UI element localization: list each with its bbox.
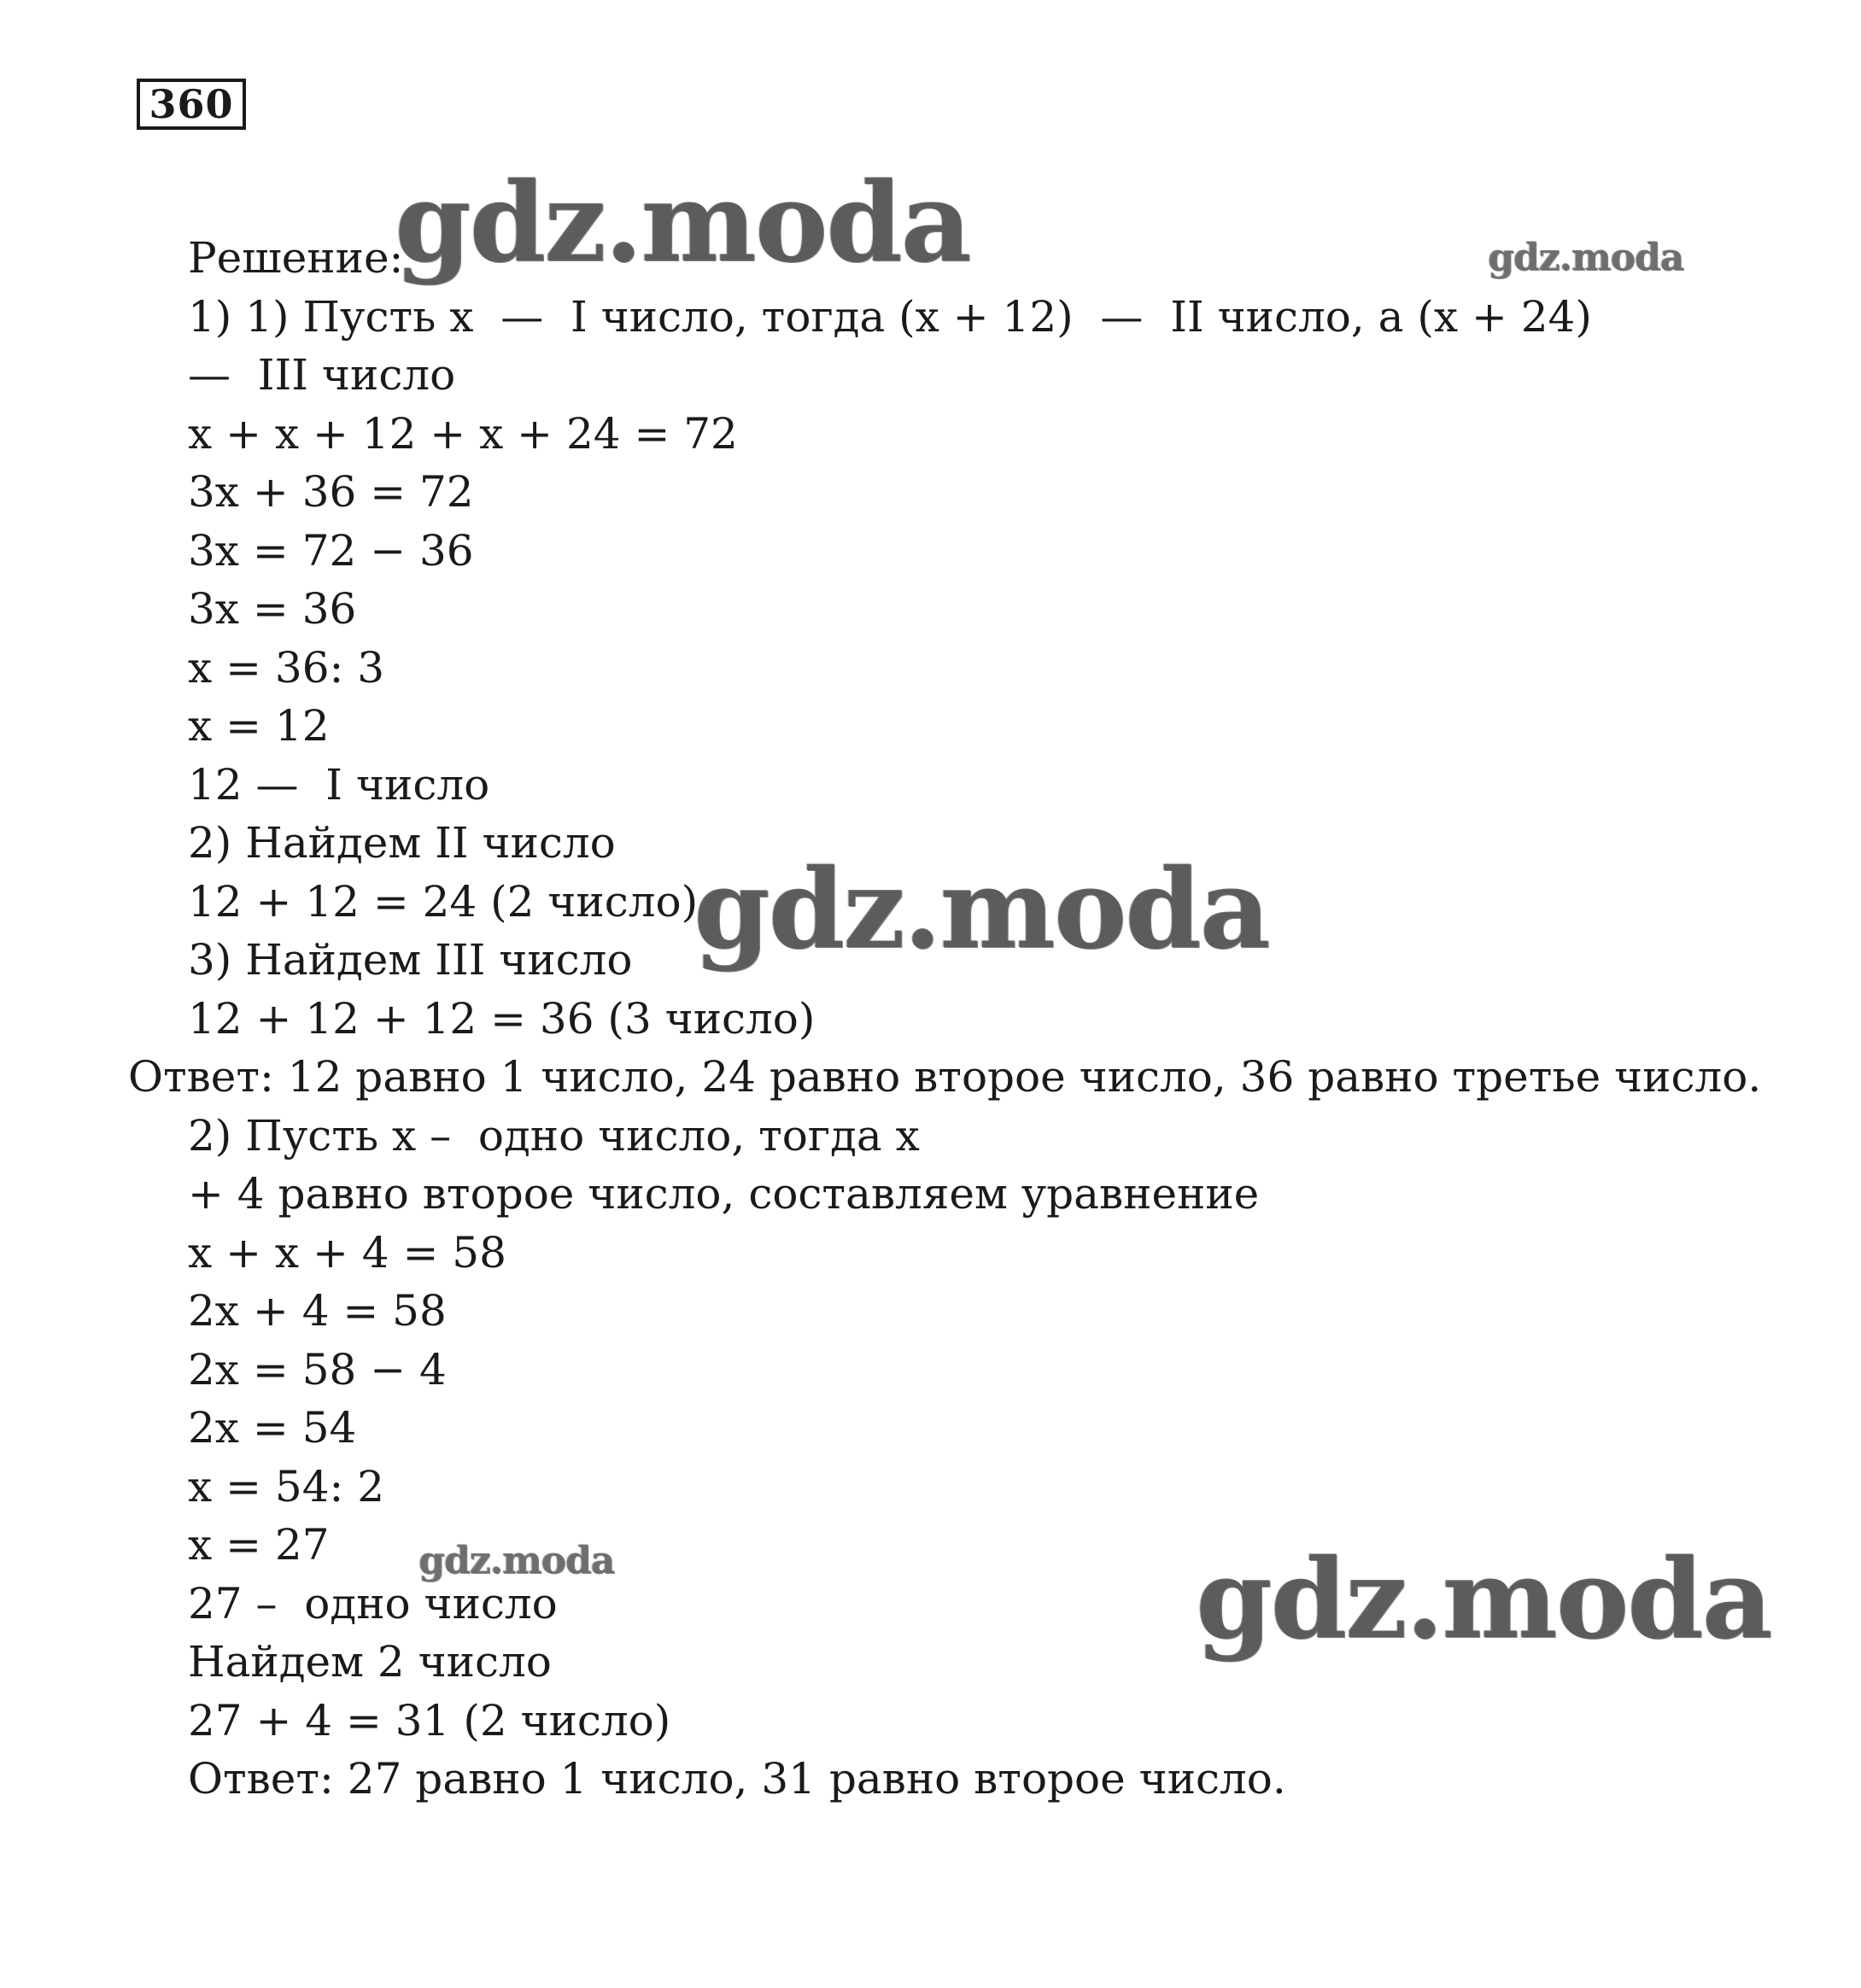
watermark: gdz.moda: [1196, 1535, 1771, 1663]
equation-line: x = 36: 3: [188, 642, 385, 693]
equation-line: 12 + 12 + 12 = 36 (3 число): [188, 993, 816, 1044]
equation-line: x = 12: [188, 701, 330, 751]
watermark: gdz.moda: [395, 159, 970, 287]
equation-line: 2x = 58 − 4: [188, 1344, 447, 1395]
solution-line: 2) Пусть x – одно число, тогда x: [188, 1110, 920, 1161]
watermark: gdz.moda: [1488, 236, 1684, 279]
solution-step: 2) Найдем II число: [188, 818, 616, 868]
answer-line: Ответ: 27 равно 1 число, 31 равно второе число.: [188, 1754, 1286, 1804]
solution-line: 12 — I число: [188, 759, 490, 810]
equation-line: 27 + 4 = 31 (2 число): [188, 1695, 671, 1745]
equation-line: 3x = 72 − 36: [188, 525, 474, 576]
solution-step: 3) Найдем III число: [188, 935, 633, 985]
solution-step: Найдем 2 число: [188, 1637, 552, 1687]
equation-line: x = 54: 2: [188, 1461, 385, 1511]
equation-line: 2x + 4 = 58: [188, 1286, 447, 1336]
equation-line: 3x + 36 = 72: [188, 467, 474, 517]
equation-line: 12 + 12 = 24 (2 число): [188, 876, 699, 927]
solution-line: — III число: [188, 350, 456, 400]
equation-line: x = 27: [188, 1520, 330, 1570]
solution-line: 1) 1) Пусть x — I число, тогда (x + 12) — II число, а (x + 24): [188, 291, 1592, 342]
watermark: gdz.moda: [418, 1539, 615, 1582]
solution-line: 27 – одно число: [188, 1578, 558, 1628]
solution-heading: Решение:: [188, 233, 404, 283]
equation-line: x + x + 12 + x + 24 = 72: [188, 408, 738, 459]
watermark: gdz.moda: [693, 845, 1269, 974]
equation-line: 2x = 54: [188, 1403, 357, 1453]
equation-line: x + x + 4 = 58: [188, 1227, 506, 1278]
solution-line: + 4 равно второе число, составляем уравнение: [188, 1169, 1260, 1219]
answer-line: Ответ: 12 равно 1 число, 24 равно второе число, 36 равно третье число.: [128, 1052, 1762, 1102]
equation-line: 3x = 36: [188, 584, 357, 634]
task-number-box: 360: [137, 79, 246, 130]
